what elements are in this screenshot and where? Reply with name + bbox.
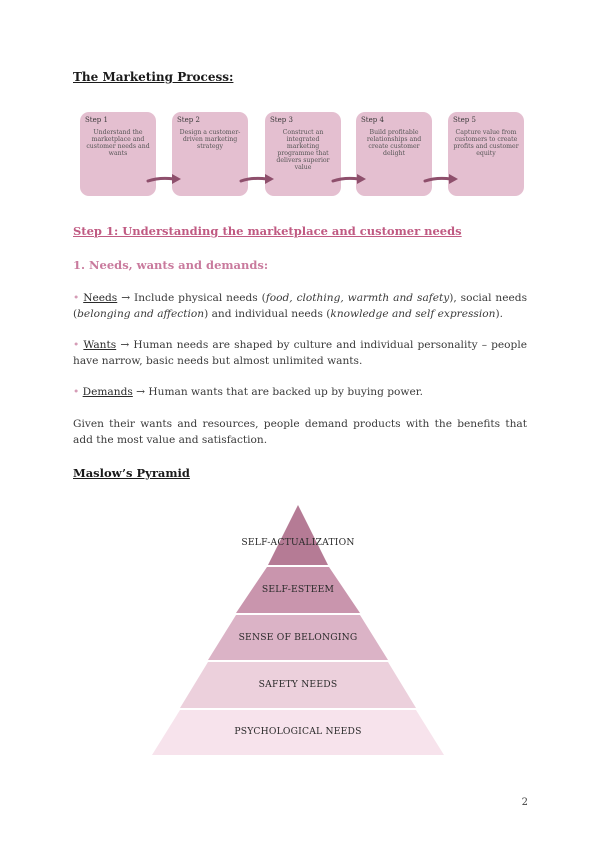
step-box-3	[265, 112, 341, 196]
italic-segment: food, clothing, warmth and safety	[265, 292, 450, 304]
pyramid-label-self-actualization: SELF-ACTUALIZATION	[241, 537, 355, 548]
step-title: Step 5	[453, 116, 476, 124]
step-title: Step 2	[177, 116, 200, 124]
arrow-right-icon	[146, 172, 182, 186]
step-box-5	[448, 112, 524, 196]
arrow-right-icon	[239, 172, 275, 186]
pyramid-level-1-shape	[268, 505, 328, 565]
step-description: Construct an integrated marketing programme that delivers superior value	[276, 129, 330, 171]
arrow-glyph: →	[136, 386, 146, 398]
pyramid-label-self-esteem: SELF-ESTEEM	[261, 584, 335, 595]
step-title: Step 1	[85, 116, 108, 124]
bullet-marker: •	[73, 386, 80, 398]
step-description: Understand the marketplace and customer needs and wants	[86, 129, 150, 157]
subheading-needs-wants-demands: 1. Needs, wants and demands:	[73, 258, 269, 272]
arrow-right-icon	[423, 172, 459, 186]
arrow-glyph: →	[120, 339, 130, 351]
bullet-wants	[73, 337, 527, 369]
text-segment: Human needs are shaped by culture and individual personality – people have narrow, basic needs but almost unlimited wants.	[73, 339, 527, 367]
bullet-demands	[73, 384, 527, 400]
text-segment: ) and individual needs (	[204, 308, 331, 320]
text-segment: Include physical needs (	[130, 292, 266, 304]
text-segment: ), social needs (	[73, 292, 528, 320]
term-needs: Needs	[83, 292, 118, 304]
step-description: Build profitable relationships and create customer delight	[366, 129, 422, 157]
text-segment: ).	[495, 308, 503, 320]
text-segment: Human wants that are backed up by buying power.	[145, 386, 424, 398]
marketing-process-steps	[80, 112, 525, 198]
step-box-1	[80, 112, 156, 196]
step-description: Design a customer-driven marketing strategy	[179, 129, 241, 150]
summary-paragraph: Given their wants and resources, people demand products with the benefits that add the most value and satisfaction.	[73, 418, 527, 446]
term-wants: Wants	[83, 339, 117, 351]
pyramid-label-psychological: PSYCHOLOGICAL NEEDS	[234, 726, 362, 737]
section-title-marketing-process: The Marketing Process:	[73, 70, 234, 84]
arrow-right-icon	[331, 172, 367, 186]
bullet-marker: •	[73, 339, 80, 351]
term-demands: Demands	[82, 386, 133, 398]
bullet-needs	[73, 290, 527, 322]
step-title: Step 4	[361, 116, 384, 124]
bullet-marker: •	[73, 292, 80, 304]
pyramid-label-belonging: SENSE OF BELONGING	[238, 632, 358, 643]
step-description: Capture value from customers to create profits and customer equity	[453, 129, 519, 157]
pyramid-label-safety: SAFETY NEEDS	[258, 679, 338, 690]
arrow-glyph: →	[121, 292, 131, 304]
maslow-pyramid	[150, 505, 446, 757]
step-title: Step 3	[270, 116, 293, 124]
italic-segment: knowledge and self expression	[330, 308, 496, 320]
step-box-4	[356, 112, 432, 196]
page-number: 2	[521, 797, 528, 808]
section-heading-step-1: Step 1: Understanding the marketplace and customer needs	[73, 224, 462, 238]
section-title-maslow: Maslow’s Pyramid	[73, 466, 190, 480]
italic-segment: belonging and affection	[77, 308, 205, 320]
step-box-2	[172, 112, 248, 196]
